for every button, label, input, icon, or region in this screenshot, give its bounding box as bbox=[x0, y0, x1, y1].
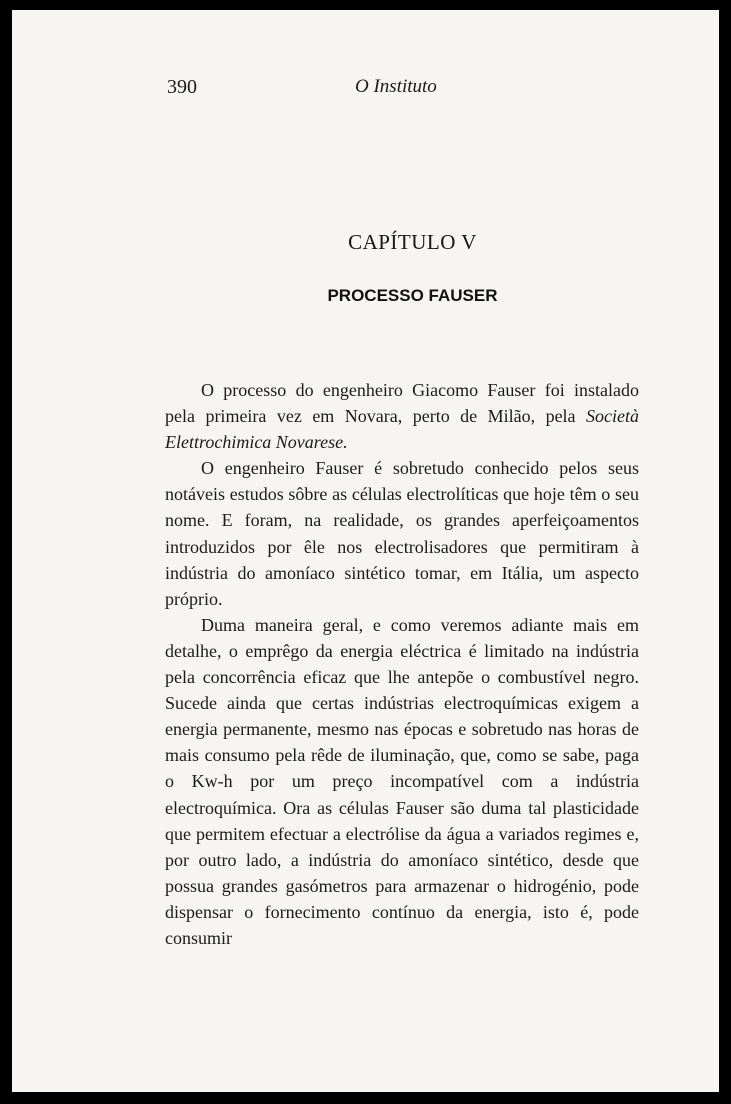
journal-title: O Instituto bbox=[355, 76, 437, 97]
paragraph bbox=[165, 377, 639, 455]
page-number: 390 bbox=[167, 76, 197, 98]
company-name: Società Elettrochimica Novarese. bbox=[165, 406, 640, 453]
paragraph-text: O engenheiro Fauser é sobretudo conhecido pelos seus notáveis estudos sôbre as células electrolíticas que hoje têm o seu nome. E foram, na realidade, os grandes aperfeiçoamentos introduzidos por êle nos electrolisadores que permitiram à indústria do amoníaco sintético tomar, em Itália, um aspecto próprio. bbox=[165, 458, 639, 609]
paragraph-text: Duma maneira geral, e como veremos adiante mais em detalhe, o emprêgo da energia eléctrica é limitado na indústria pela concorrência eficaz que lhe antepõe o combustível negro. Sucede ainda que certas indústrias electroquímicas exigem a energia permanente, mesmo nas épocas e sobretudo nas horas de mais consumo pela rêde de iluminação, que, como se sabe, paga o Kw-h por um preço incompatível com a indústria electroquímica. Ora as células Fauser são duma tal plasticidade que permitem efectuar a electrólise da água a variados regimes e, por outro lado, a indústria do amoníaco sintético, desde que possua grandes gasómetros para armazenar o hidrogénio, pode dispensar o fornecimento contínuo da energia, isto é, pode consumir bbox=[165, 614, 639, 948]
body-text bbox=[165, 377, 639, 951]
paragraph bbox=[165, 455, 639, 612]
paragraph-text: O processo do engenheiro Giacomo Fauser foi instalado pela primeira vez em Novara, perto de Milão, pela bbox=[165, 380, 639, 427]
section-title: PROCESSO FAUSER bbox=[327, 286, 498, 305]
chapter-title: CAPÍTULO V bbox=[348, 230, 477, 254]
paragraph bbox=[165, 612, 639, 951]
book-page bbox=[12, 10, 719, 1092]
running-head bbox=[12, 74, 719, 104]
